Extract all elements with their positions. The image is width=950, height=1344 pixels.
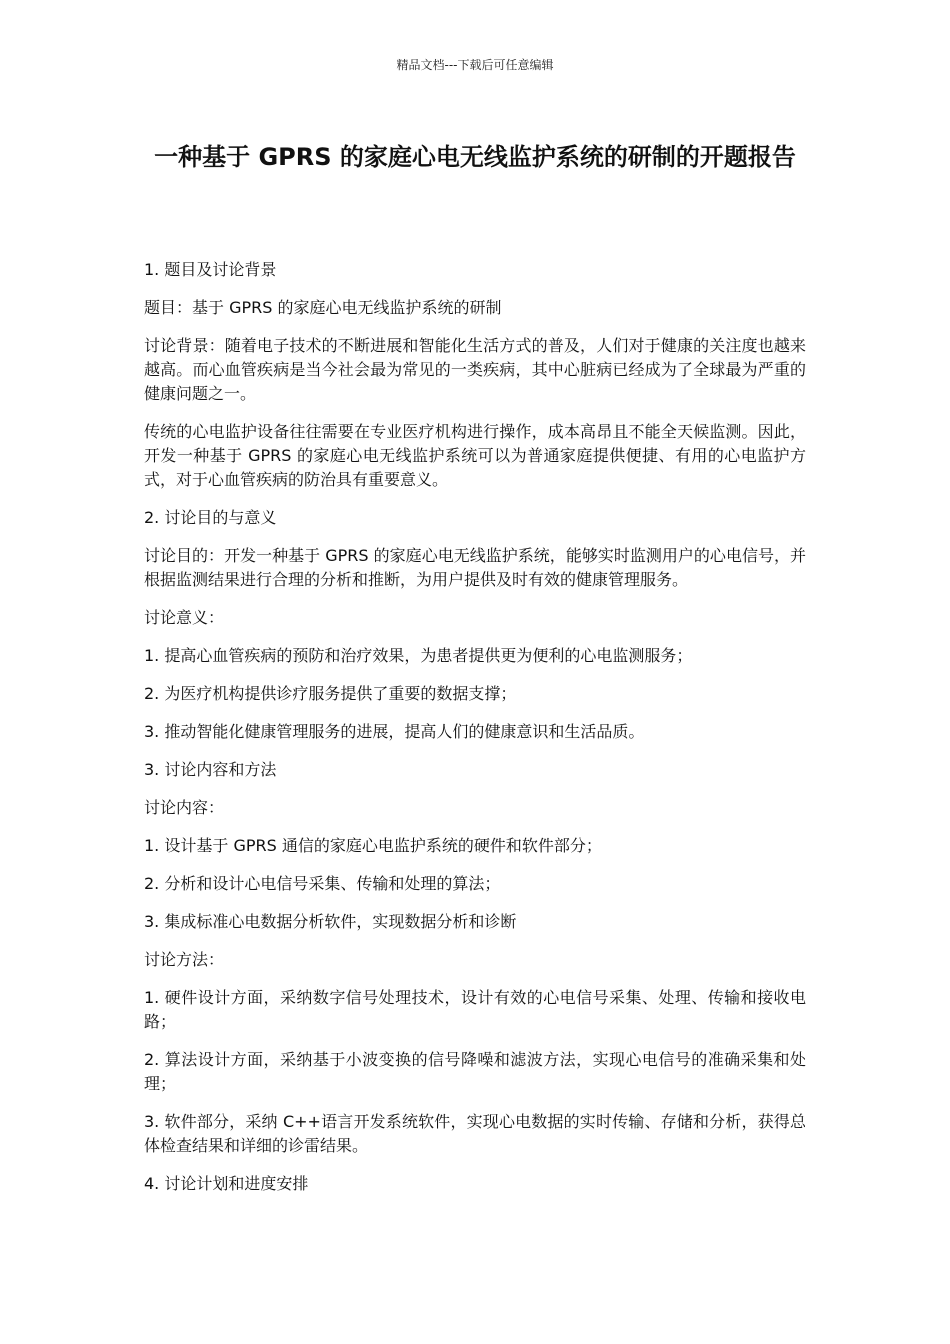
list-item: 3. 推动智能化健康管理服务的进展，提高人们的健康意识和生活品质。 [144,722,645,741]
list-item: 1. 提高心血管疾病的预防和治疗效果，为患者提供更为便利的心电监测服务； [144,646,693,665]
list-item: 1. 设计基于 GPRS 通信的家庭心电监护系统的硬件和软件部分； [144,836,602,855]
paragraph-content-label: 讨论内容： [144,798,225,817]
header-note: 精品文档---下载后可任意编辑 [396,58,554,72]
list-item: 1. 硬件设计方面，采纳数字信号处理技术，设计有效的心电信号采集、处理、传输和接收电路； [144,988,806,1031]
list-item: 3. 集成标准心电数据分析软件，实现数据分析和诊断 [144,912,517,931]
paragraph-traditional-devices: 传统的心电监护设备往往需要在专业医疗机构进行操作，成本高昂且不能全天候监测。因此，开发一种基于 GPRS 的家庭心电无线监护系统可以为普通家庭提供便捷、有用的心电监护方式，对于心血管疾病的防治具有重要意义。 [144,422,806,489]
list-item: 3. 软件部分，采纳 C++语言开发系统软件，实现心电数据的实时传输、存储和分析，获得总体检查结果和详细的诊雷结果。 [144,1112,806,1155]
list-item: 2. 为医疗机构提供诊疗服务提供了重要的数据支撑； [144,684,517,703]
paragraph-purpose: 讨论目的：开发一种基于 GPRS 的家庭心电无线监护系统，能够实时监测用户的心电信号，并根据监测结果进行合理的分析和推断，为用户提供及时有效的健康管理服务。 [144,546,806,589]
document-body [144,258,806,1210]
paragraph-background: 讨论背景：随着电子技术的不断进展和智能化生活方式的普及，人们对于健康的关注度也越来越高。而心血管疾病是当今社会最为常见的一类疾病，其中心脏病已经成为了全球最为严重的健康问题之一。 [144,336,806,403]
document-title: 一种基于 GPRS 的家庭心电无线监护系统的研制的开题报告 [154,143,796,171]
list-item: 2. 算法设计方面，采纳基于小波变换的信号降噪和滤波方法，实现心电信号的准确采集和处理； [144,1050,806,1093]
paragraph-significance-label: 讨论意义： [144,608,225,627]
section-heading-3: 3. 讨论内容和方法 [144,760,277,779]
section-heading-4: 4. 讨论计划和进度安排 [144,1174,309,1193]
section-heading-1: 1. 题目及讨论背景 [144,260,277,279]
paragraph-topic: 题目：基于 GPRS 的家庭心电无线监护系统的研制 [144,298,502,317]
paragraph-method-label: 讨论方法： [144,950,225,969]
list-item: 2. 分析和设计心电信号采集、传输和处理的算法； [144,874,501,893]
section-heading-2: 2. 讨论目的与意义 [144,508,277,527]
